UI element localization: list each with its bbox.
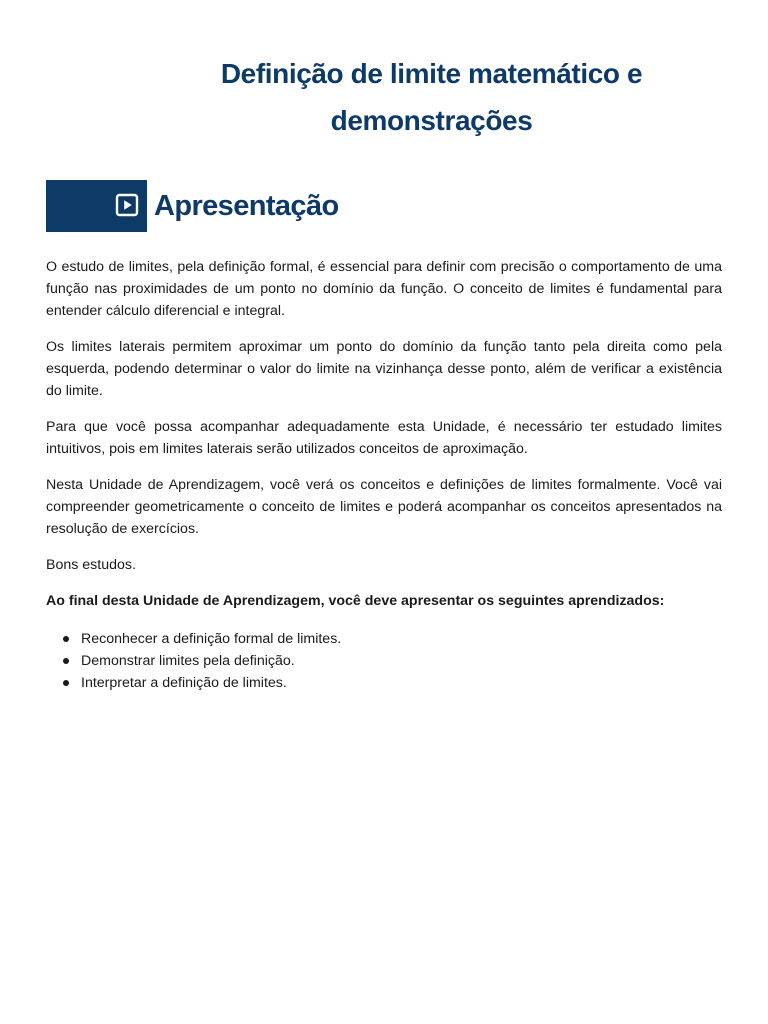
section-title: Apresentação xyxy=(154,190,339,222)
section-header xyxy=(46,180,339,232)
objectives-list xyxy=(46,628,722,694)
page-title xyxy=(170,50,693,144)
objective-item: Demonstrar limites pela definição. xyxy=(66,650,722,672)
objective-item: Interpretar a definição de limites. xyxy=(66,672,722,694)
paragraph-lateral-limits: Os limites laterais permitem aproximar um ponto do domínio da função tanto pela direita como pela esquerda, podendo determinar o valor do limite na vizinhança desse ponto, além de verificar a existência do limite. xyxy=(46,339,722,399)
page-title-line-2: demonstrações xyxy=(330,105,533,136)
objectives-intro: Ao final desta Unidade de Aprendizagem, você deve apresentar os seguintes aprendizados: xyxy=(46,593,665,609)
content-body xyxy=(46,256,722,694)
section-header-bar xyxy=(46,180,147,232)
paragraph-prerequisites: Para que você possa acompanhar adequadamente esta Unidade, é necessário ter estudado limites intuitivos, pois em limites laterais serão utilizados conceitos de aproximação. xyxy=(46,419,722,457)
paragraph-greeting: Bons estudos. xyxy=(46,557,136,573)
objective-item: Reconhecer a definição formal de limites. xyxy=(66,628,722,650)
play-icon xyxy=(115,193,139,217)
paragraph-intro: O estudo de limites, pela definição formal, é essencial para definir com precisão o comportamento de uma função nas proximidades de um ponto no domínio da função. O conceito de limites é fundamental para entender cálculo diferencial e integral. xyxy=(46,259,722,319)
paragraph-unit-overview: Nesta Unidade de Aprendizagem, você verá os conceitos e definições de limites formalmente. Você vai compreender geometricamente o conceito de limites e poderá acompanhar os conceitos apresentados na resolução de exercícios. xyxy=(46,477,722,537)
page-title-line-1: Definição de limite matemático e xyxy=(220,58,643,89)
